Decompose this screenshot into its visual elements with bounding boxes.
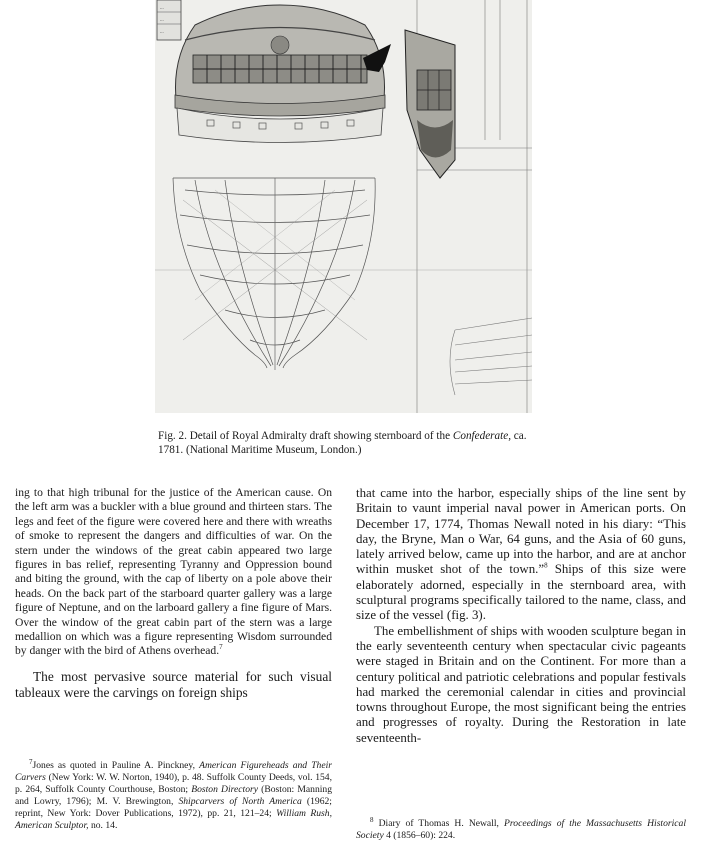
- footnote-segment: (Boston: Manning and Lowry, 1796); M. V. Brewington,: [15, 783, 332, 807]
- footnote-number: 8: [370, 815, 374, 824]
- footnote-segment: 4 (1856–60): 224.: [386, 829, 456, 841]
- paragraph-text: Ships of this size were elaborately adorned, especially in the sternboard area, with sculptural programs specifically tailored to the name, class, and size of the vessel (fig. 3).: [356, 562, 686, 623]
- caption-text: Detail of Royal Admiralty draft showing sternboard of the: [189, 430, 451, 442]
- left-column: [15, 486, 332, 701]
- footnote-text: [15, 757, 332, 831]
- footnote-segment: Diary of Thomas H. Newall,: [378, 818, 499, 829]
- footnote-title: Shipcarvers of North America: [178, 795, 302, 807]
- body-paragraph: [15, 486, 332, 659]
- paragraph-text: that came into the harbor, especially ships of the line sent by Britain to vaunt imperial naval power in American ports. On December 17, 1774, Thomas Newall noted in his diary: “This day, the Bryne, Man o War, 64 guns, and the Asia of 60 guns, lately arrived below, came up into the harbor, and are at anchor within musket shot of the town.”: [356, 486, 686, 577]
- caption-ship-name: Confederate,: [452, 430, 511, 442]
- footnote-title: American Figureheads and Their Carvers: [15, 760, 332, 783]
- footnote-segment: Jones as quoted in Pauline A. Pinckney,: [32, 760, 195, 771]
- body-paragraph: [356, 486, 686, 624]
- footnote-ref: 7: [219, 643, 223, 652]
- footnote-segment: (New York: W. W. Norton, 1940), p. 48. Suffolk County Deeds, vol. 154, p. 264, Suffolk County Courthouse, Boston;: [15, 771, 332, 795]
- footnote-ref: 8: [544, 562, 548, 571]
- admiralty-draft-drawing: [155, 0, 532, 413]
- sternboard-elevation: [175, 5, 385, 143]
- caption-text: ca. 1781. (National Maritime Museum, London.): [158, 430, 527, 456]
- right-column: [356, 486, 686, 746]
- footnote-text: [356, 815, 687, 842]
- caption-label: Fig. 2.: [158, 430, 187, 442]
- body-paragraph: The embellishment of ships with wooden sculpture began in the early seventeenth century when spectacular civic pageants were staged in Britain and on the Continent. For more than a century political and patriotic celebrations and popular festivals had marked the ceremonial calendar in cities and provincial towns throughout Europe, the most significant being the entries and progresses of royalty. During the Restoration in late seventeenth-: [356, 623, 686, 745]
- stamp-line: ...: [160, 30, 164, 35]
- footnote-title: Proceedings of the Massachusetts Historical Society: [356, 818, 687, 841]
- body-paragraph: The most pervasive source material for such visual tableaux were the carvings on foreign ships: [15, 668, 332, 701]
- footnote-segment: no. 14.: [90, 819, 118, 831]
- footnote-title: Boston Directory: [191, 783, 258, 795]
- stamp-line: ...: [160, 18, 164, 23]
- footnote-segment: (1962; reprint, New York: Dover Publications, 1972), pp. 21, 121–24;: [15, 795, 332, 819]
- footnote-7: [15, 757, 332, 831]
- figure-admiralty-draft: [155, 0, 532, 413]
- footnote-number: 7: [29, 757, 33, 766]
- archive-stamp: [157, 0, 181, 40]
- figure-caption: [158, 429, 538, 457]
- paragraph-text: ing to that high tribunal for the justice of the American cause. On the left arm was a buckler with a blue ground and thirteen stars. The legs and feet of the figure were covered here and there with wreaths of smoke to represent the dangers and difficulties of war. On the stern under the windows of the great cabin appeared two large figures in bas relief, representing Tyranny and Oppression bound and biting the ground, with the cap of liberty on a pole above their heads. On the back part of the starboard quarter gallery was a large figure of Neptune, and on the larboard gallery a fine figure of Mars. Over the window of the great cabin part of the stern was a large medallion on which was a figure representing Wisdom surrounded by danger with the bird of Athens overhead.: [15, 486, 332, 658]
- footnote-8: [356, 815, 687, 842]
- footnote-title: William Rush, American Sculptor,: [15, 807, 332, 831]
- stamp-line: ...: [160, 6, 164, 11]
